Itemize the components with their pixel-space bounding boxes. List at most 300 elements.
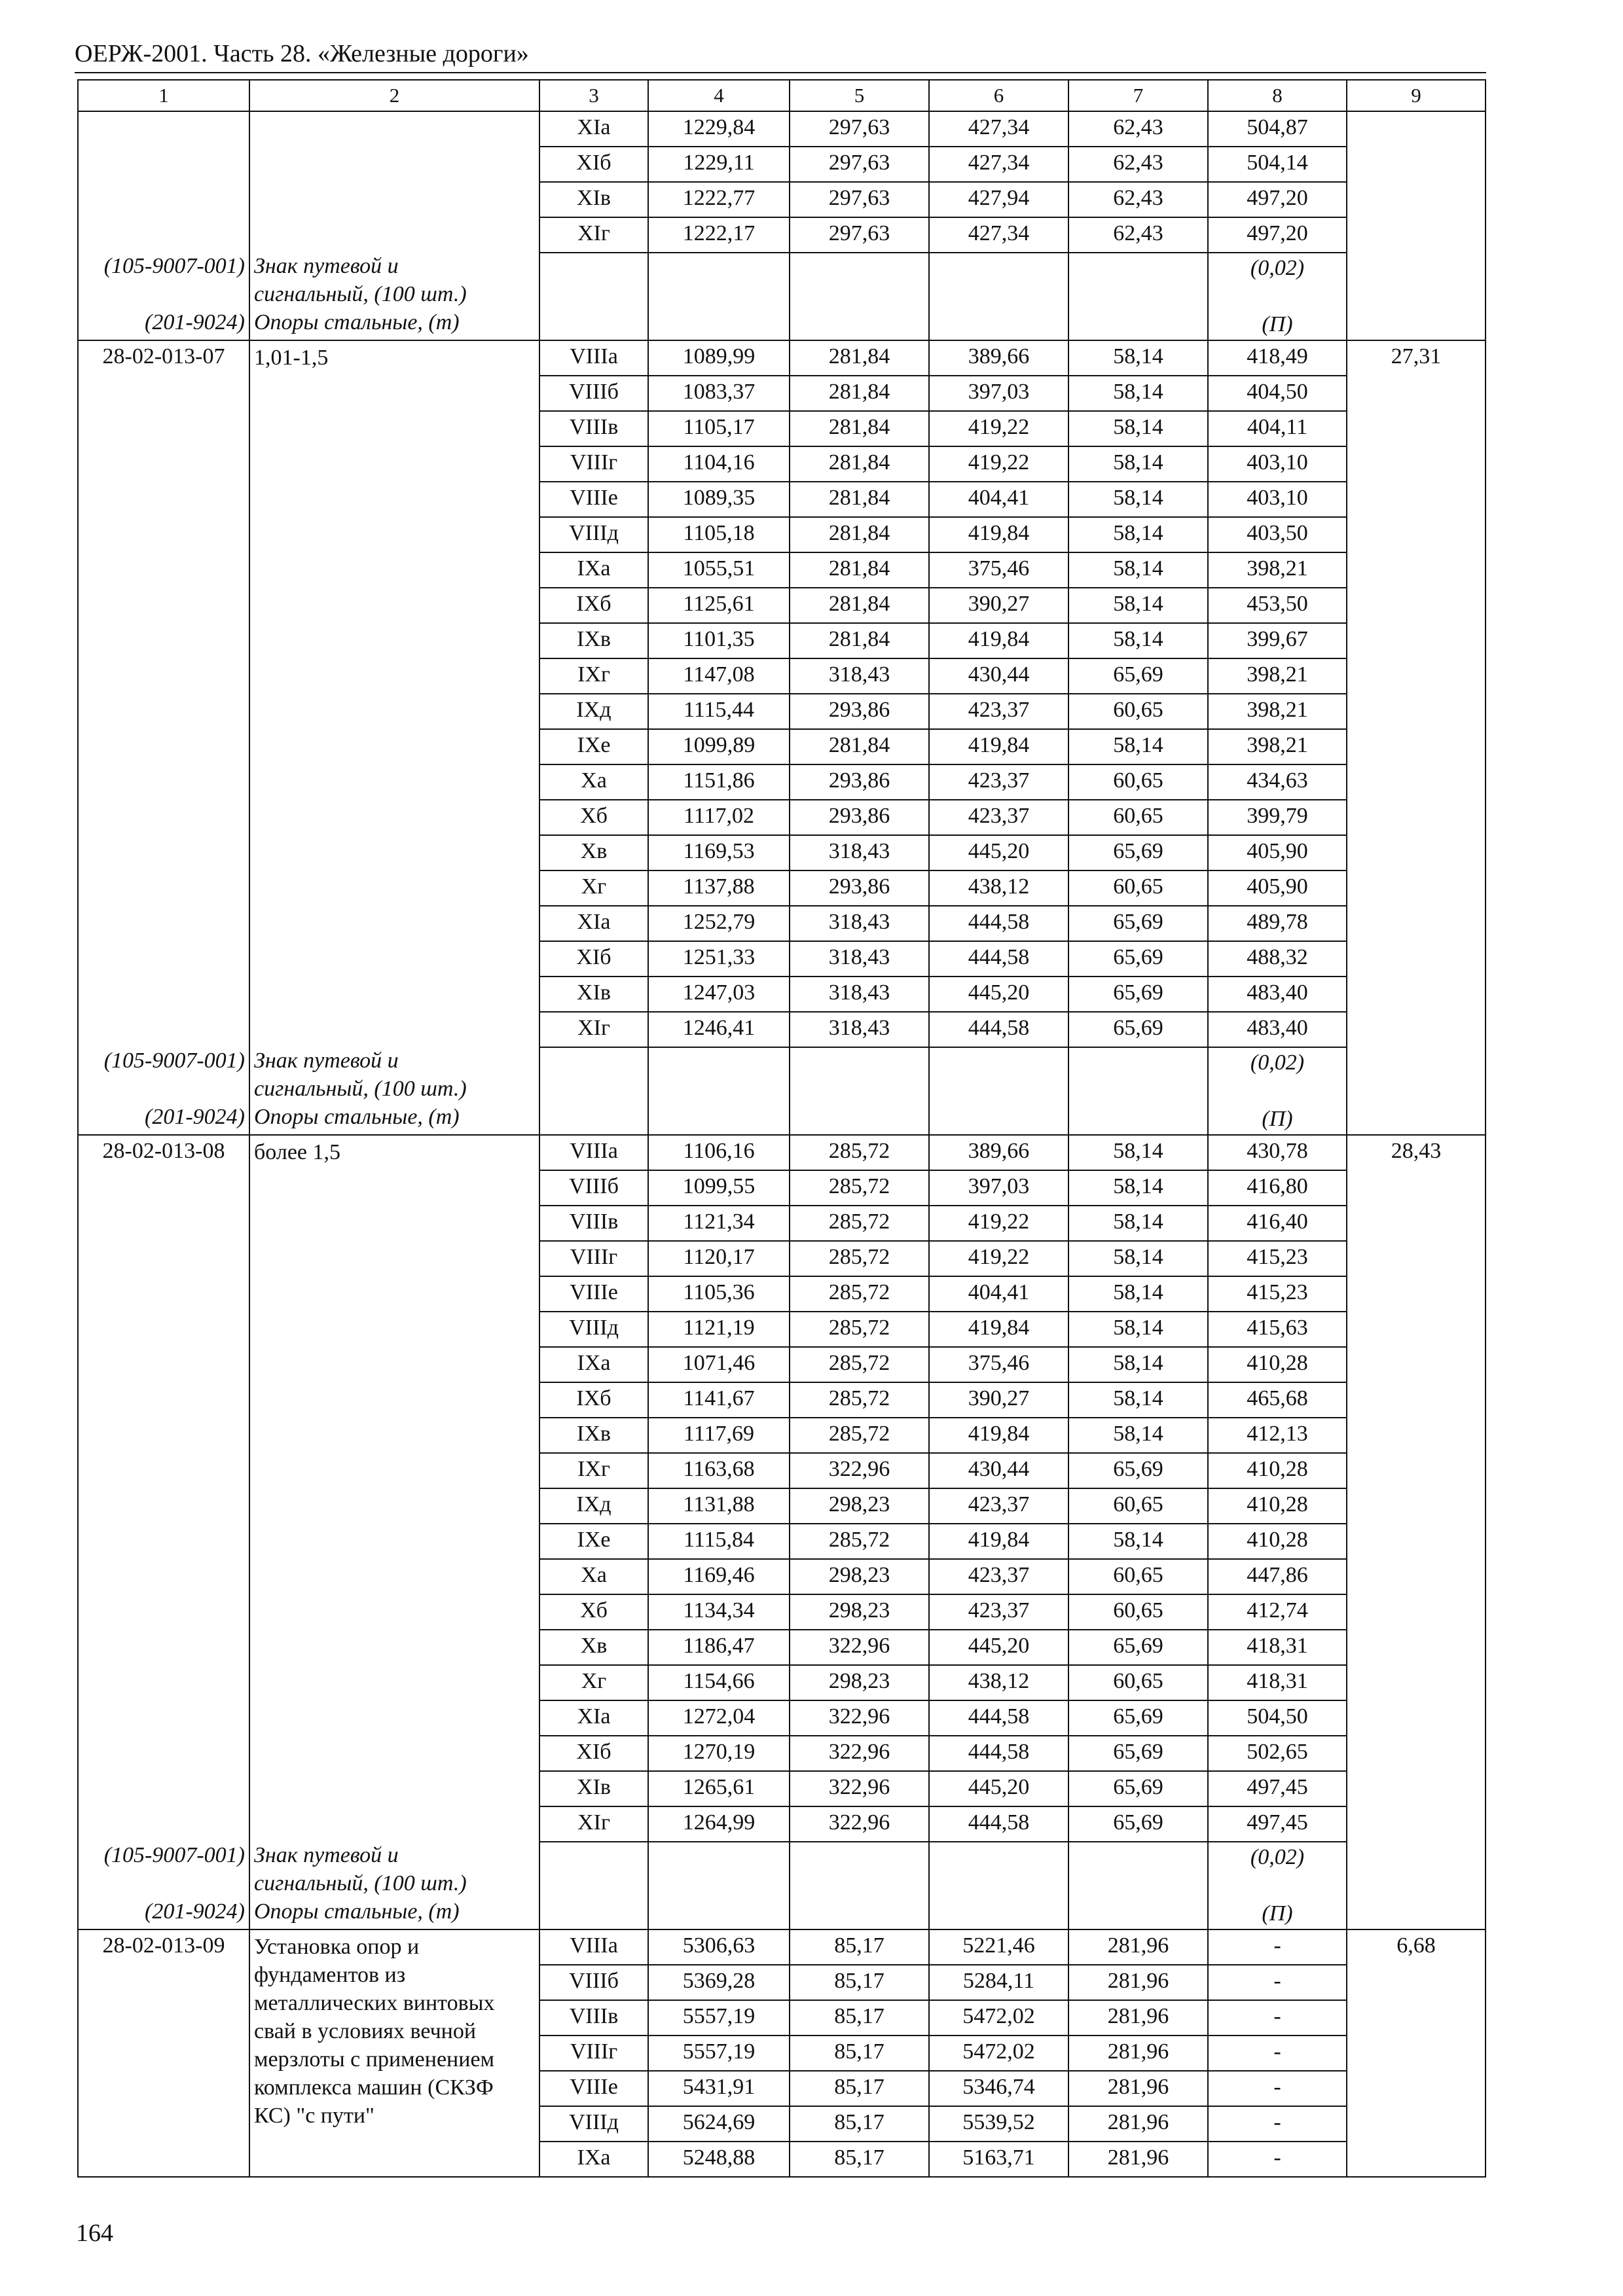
material-code-block xyxy=(82,1841,245,1928)
terrain-category: IXг xyxy=(539,1453,648,1488)
item-code-cell xyxy=(78,1135,249,1929)
materials-cost: 483,40 xyxy=(1208,977,1347,1012)
price-table xyxy=(77,79,1486,2178)
materials-cost: 447,86 xyxy=(1208,1559,1347,1594)
terrain-category: VIIIд xyxy=(539,517,648,552)
labor-wages: 281,84 xyxy=(790,552,929,588)
machinist-wages: 281,96 xyxy=(1068,2000,1208,2036)
total-cost: 1115,84 xyxy=(648,1524,790,1559)
materials-cost: 405,90 xyxy=(1208,835,1347,870)
material-code: (201-9024) xyxy=(145,310,245,334)
empty-cell xyxy=(1068,1047,1208,1104)
terrain-category: IXа xyxy=(539,1347,648,1382)
machine-operation: 423,37 xyxy=(929,800,1068,835)
item-code: 28-02-013-09 xyxy=(102,1933,225,1958)
machine-operation: 445,20 xyxy=(929,1771,1068,1806)
table-header-row xyxy=(78,80,1486,111)
terrain-category: IXа xyxy=(539,2142,648,2177)
machinist-wages: 58,14 xyxy=(1068,1524,1208,1559)
total-cost: 5369,28 xyxy=(648,1965,790,2000)
material-quantity: (0,02) xyxy=(1208,1047,1347,1104)
machine-operation: 427,34 xyxy=(929,217,1068,253)
labor-wages: 318,43 xyxy=(790,1012,929,1047)
terrain-category: XIб xyxy=(539,147,648,182)
materials-cost: 415,23 xyxy=(1208,1276,1347,1312)
machinist-wages: 60,65 xyxy=(1068,870,1208,906)
labor-wages: 318,43 xyxy=(790,906,929,941)
material-name xyxy=(254,252,535,308)
total-cost: 1251,33 xyxy=(648,941,790,977)
total-cost: 1264,99 xyxy=(648,1806,790,1842)
terrain-category: IXг xyxy=(539,658,648,694)
labor-wages: 297,63 xyxy=(790,147,929,182)
terrain-category: XIб xyxy=(539,941,648,977)
materials-cost: - xyxy=(1208,2142,1347,2177)
labor-wages: 85,17 xyxy=(790,1965,929,2000)
terrain-category: VIIIд xyxy=(539,1312,648,1347)
terrain-category: VIIIе xyxy=(539,2071,648,2106)
column-number-4: 4 xyxy=(648,80,790,111)
item-name-line: фундаментов из xyxy=(254,1963,406,1987)
terrain-category: VIIIе xyxy=(539,1276,648,1312)
total-cost: 1134,34 xyxy=(648,1594,790,1630)
total-cost: 5624,69 xyxy=(648,2106,790,2142)
labor-wages: 285,72 xyxy=(790,1524,929,1559)
materials-cost: 398,21 xyxy=(1208,694,1347,729)
total-cost: 1154,66 xyxy=(648,1665,790,1700)
material-name-block xyxy=(254,252,535,338)
material-code: (201-9024) xyxy=(145,1105,245,1129)
materials-cost: - xyxy=(1208,2000,1347,2036)
column-number-1: 1 xyxy=(78,80,249,111)
terrain-category: Xв xyxy=(539,835,648,870)
material-quantity: (П) xyxy=(1208,310,1347,340)
labor-hours xyxy=(1347,111,1486,340)
empty-cell xyxy=(1068,1899,1208,1929)
total-cost: 1247,03 xyxy=(648,977,790,1012)
machinist-wages: 281,96 xyxy=(1068,2106,1208,2142)
labor-wages: 293,86 xyxy=(790,764,929,800)
empty-cell xyxy=(1068,1842,1208,1899)
terrain-category: VIIIб xyxy=(539,1170,648,1206)
machinist-wages: 58,14 xyxy=(1068,1241,1208,1276)
machine-operation: 423,37 xyxy=(929,1594,1068,1630)
labor-wages: 293,86 xyxy=(790,870,929,906)
machinist-wages: 65,69 xyxy=(1068,658,1208,694)
empty-cell xyxy=(929,1047,1068,1104)
terrain-category: XIа xyxy=(539,111,648,147)
machine-operation: 5284,11 xyxy=(929,1965,1068,2000)
machinist-wages: 65,69 xyxy=(1068,1771,1208,1806)
terrain-category: VIIIа xyxy=(539,340,648,376)
total-cost: 1137,88 xyxy=(648,870,790,906)
labor-wages: 85,17 xyxy=(790,2106,929,2142)
materials-cost: 415,23 xyxy=(1208,1241,1347,1276)
machine-operation: 419,84 xyxy=(929,517,1068,552)
materials-cost: 502,65 xyxy=(1208,1736,1347,1771)
labor-wages: 285,72 xyxy=(790,1170,929,1206)
machine-operation: 423,37 xyxy=(929,694,1068,729)
terrain-category: IXа xyxy=(539,552,648,588)
total-cost: 5248,88 xyxy=(648,2142,790,2177)
materials-cost: 403,10 xyxy=(1208,446,1347,482)
labor-wages: 281,84 xyxy=(790,482,929,517)
total-cost: 1115,44 xyxy=(648,694,790,729)
total-cost: 1121,34 xyxy=(648,1206,790,1241)
labor-wages: 285,72 xyxy=(790,1418,929,1453)
machinist-wages: 58,14 xyxy=(1068,340,1208,376)
total-cost: 1089,99 xyxy=(648,340,790,376)
machinist-wages: 65,69 xyxy=(1068,1012,1208,1047)
machine-operation: 419,22 xyxy=(929,446,1068,482)
terrain-category: VIIIв xyxy=(539,1206,648,1241)
machinist-wages: 58,14 xyxy=(1068,1418,1208,1453)
materials-cost: 483,40 xyxy=(1208,1012,1347,1047)
terrain-category: VIIIб xyxy=(539,376,648,411)
material-name-line: Опоры стальные, (т) xyxy=(254,1105,460,1129)
item-name: более 1,5 xyxy=(254,1140,340,1164)
terrain-category: XIг xyxy=(539,1012,648,1047)
labor-wages: 281,84 xyxy=(790,411,929,446)
material-code-block xyxy=(82,252,245,338)
terrain-category: Xа xyxy=(539,1559,648,1594)
total-cost: 1104,16 xyxy=(648,446,790,482)
empty-cell xyxy=(539,253,648,310)
item-code-cell xyxy=(78,111,249,340)
materials-cost: 403,10 xyxy=(1208,482,1347,517)
item-name-line: КС) "с пути" xyxy=(254,2104,374,2128)
machine-operation: 419,84 xyxy=(929,623,1068,658)
machinist-wages: 281,96 xyxy=(1068,1965,1208,2000)
machinist-wages: 58,14 xyxy=(1068,588,1208,623)
total-cost: 1101,35 xyxy=(648,623,790,658)
table-row xyxy=(78,1929,1486,1965)
machine-operation: 419,22 xyxy=(929,411,1068,446)
column-number-8: 8 xyxy=(1208,80,1347,111)
item-name-line: комплекса машин (СКЗФ xyxy=(254,2075,494,2100)
item-name-cell xyxy=(249,111,539,340)
total-cost: 1222,17 xyxy=(648,217,790,253)
terrain-category: VIIIе xyxy=(539,482,648,517)
machinist-wages: 58,14 xyxy=(1068,446,1208,482)
table-row xyxy=(78,340,1486,376)
materials-cost: - xyxy=(1208,2036,1347,2071)
machine-operation: 5472,02 xyxy=(929,2036,1068,2071)
total-cost: 1151,86 xyxy=(648,764,790,800)
labor-wages: 285,72 xyxy=(790,1382,929,1418)
machine-operation: 404,41 xyxy=(929,482,1068,517)
machine-operation: 427,94 xyxy=(929,182,1068,217)
materials-cost: 504,50 xyxy=(1208,1700,1347,1736)
item-code: 28-02-013-08 xyxy=(102,1139,225,1163)
item-code: 28-02-013-07 xyxy=(102,344,225,368)
labor-wages: 322,96 xyxy=(790,1700,929,1736)
total-cost: 1229,11 xyxy=(648,147,790,182)
total-cost: 5306,63 xyxy=(648,1929,790,1965)
materials-cost: 504,14 xyxy=(1208,147,1347,182)
machinist-wages: 65,69 xyxy=(1068,1806,1208,1842)
labor-wages: 322,96 xyxy=(790,1453,929,1488)
labor-wages: 281,84 xyxy=(790,340,929,376)
header-rule xyxy=(75,72,1486,73)
materials-cost: 504,87 xyxy=(1208,111,1347,147)
machinist-wages: 58,14 xyxy=(1068,517,1208,552)
total-cost: 1089,35 xyxy=(648,482,790,517)
total-cost: 1117,02 xyxy=(648,800,790,835)
total-cost: 1147,08 xyxy=(648,658,790,694)
terrain-category: XIв xyxy=(539,182,648,217)
labor-wages: 322,96 xyxy=(790,1806,929,1842)
machine-operation: 5539,52 xyxy=(929,2106,1068,2142)
terrain-category: VIIIд xyxy=(539,2106,648,2142)
machine-operation: 427,34 xyxy=(929,147,1068,182)
terrain-category: IXд xyxy=(539,694,648,729)
empty-cell xyxy=(648,1047,790,1104)
terrain-category: VIIIб xyxy=(539,1965,648,2000)
labor-hours: 6,68 xyxy=(1347,1929,1486,2177)
total-cost: 1120,17 xyxy=(648,1241,790,1276)
labor-wages: 318,43 xyxy=(790,835,929,870)
item-name-cell xyxy=(249,1135,539,1929)
terrain-category: IXб xyxy=(539,1382,648,1418)
materials-cost: 412,13 xyxy=(1208,1418,1347,1453)
labor-wages: 322,96 xyxy=(790,1736,929,1771)
materials-cost: - xyxy=(1208,2106,1347,2142)
total-cost: 1270,19 xyxy=(648,1736,790,1771)
labor-wages: 281,84 xyxy=(790,446,929,482)
materials-cost: 399,79 xyxy=(1208,800,1347,835)
labor-wages: 322,96 xyxy=(790,1771,929,1806)
labor-wages: 285,72 xyxy=(790,1312,929,1347)
machinist-wages: 60,65 xyxy=(1068,1665,1208,1700)
materials-cost: 410,28 xyxy=(1208,1453,1347,1488)
column-number-6: 6 xyxy=(929,80,1068,111)
terrain-category: XIг xyxy=(539,1806,648,1842)
item-name-line: свай в условиях вечной xyxy=(254,2019,477,2043)
materials-cost: 430,78 xyxy=(1208,1135,1347,1170)
material-name-line: Знак путевой и xyxy=(254,254,399,278)
machinist-wages: 60,65 xyxy=(1068,1559,1208,1594)
machine-operation: 444,58 xyxy=(929,906,1068,941)
machinist-wages: 62,43 xyxy=(1068,147,1208,182)
machine-operation: 419,22 xyxy=(929,1241,1068,1276)
empty-cell xyxy=(929,1899,1068,1929)
total-cost: 1125,61 xyxy=(648,588,790,623)
item-name: 1,01-1,5 xyxy=(254,346,329,370)
materials-cost: 418,49 xyxy=(1208,340,1347,376)
machinist-wages: 60,65 xyxy=(1068,1488,1208,1524)
machine-operation: 444,58 xyxy=(929,1700,1068,1736)
labor-wages: 281,84 xyxy=(790,376,929,411)
empty-cell xyxy=(790,1104,929,1135)
machine-operation: 375,46 xyxy=(929,552,1068,588)
terrain-category: IXе xyxy=(539,1524,648,1559)
labor-wages: 298,23 xyxy=(790,1559,929,1594)
machinist-wages: 281,96 xyxy=(1068,2142,1208,2177)
material-code: (201-9024) xyxy=(145,1899,245,1924)
materials-cost: 404,11 xyxy=(1208,411,1347,446)
material-quantity: (0,02) xyxy=(1208,1842,1347,1899)
terrain-category: VIIIа xyxy=(539,1135,648,1170)
materials-cost: 465,68 xyxy=(1208,1382,1347,1418)
empty-cell xyxy=(648,253,790,310)
labor-wages: 298,23 xyxy=(790,1594,929,1630)
labor-wages: 293,86 xyxy=(790,694,929,729)
machine-operation: 419,84 xyxy=(929,1524,1068,1559)
machinist-wages: 58,14 xyxy=(1068,1347,1208,1382)
machinist-wages: 65,69 xyxy=(1068,941,1208,977)
empty-cell xyxy=(1068,310,1208,340)
terrain-category: IXе xyxy=(539,729,648,764)
machinist-wages: 58,14 xyxy=(1068,376,1208,411)
labor-wages: 85,17 xyxy=(790,2071,929,2106)
labor-wages: 293,86 xyxy=(790,800,929,835)
column-number-2: 2 xyxy=(249,80,539,111)
terrain-category: XIв xyxy=(539,977,648,1012)
terrain-category: IXб xyxy=(539,588,648,623)
empty-cell xyxy=(648,1104,790,1135)
terrain-category: VIIIв xyxy=(539,411,648,446)
total-cost: 1131,88 xyxy=(648,1488,790,1524)
empty-cell xyxy=(648,1842,790,1899)
materials-cost: 410,28 xyxy=(1208,1488,1347,1524)
labor-wages: 281,84 xyxy=(790,729,929,764)
machinist-wages: 65,69 xyxy=(1068,1630,1208,1665)
materials-cost: 410,28 xyxy=(1208,1347,1347,1382)
material-name-line: Опоры стальные, (т) xyxy=(254,1899,460,1924)
machinist-wages: 62,43 xyxy=(1068,217,1208,253)
machine-operation: 5472,02 xyxy=(929,2000,1068,2036)
materials-cost: - xyxy=(1208,1965,1347,2000)
total-cost: 1105,18 xyxy=(648,517,790,552)
terrain-category: VIIIа xyxy=(539,1929,648,1965)
total-cost: 5557,19 xyxy=(648,2000,790,2036)
total-cost: 1169,46 xyxy=(648,1559,790,1594)
labor-wages: 285,72 xyxy=(790,1135,929,1170)
empty-cell xyxy=(539,1104,648,1135)
labor-wages: 85,17 xyxy=(790,2000,929,2036)
material-name-block xyxy=(254,1841,535,1928)
table-row xyxy=(78,111,1486,147)
terrain-category: Xв xyxy=(539,1630,648,1665)
empty-cell xyxy=(790,310,929,340)
material-name xyxy=(254,1897,535,1928)
machinist-wages: 58,14 xyxy=(1068,1135,1208,1170)
machine-operation: 5221,46 xyxy=(929,1929,1068,1965)
terrain-category: VIIIв xyxy=(539,2000,648,2036)
empty-cell xyxy=(790,253,929,310)
machine-operation: 444,58 xyxy=(929,1012,1068,1047)
machine-operation: 430,44 xyxy=(929,658,1068,694)
total-cost: 1265,61 xyxy=(648,1771,790,1806)
materials-cost: 398,21 xyxy=(1208,729,1347,764)
terrain-category: IXд xyxy=(539,1488,648,1524)
material-code: (105-9007-001) xyxy=(103,1843,245,1867)
machine-operation: 5163,71 xyxy=(929,2142,1068,2177)
materials-cost: 398,21 xyxy=(1208,658,1347,694)
materials-cost: 405,90 xyxy=(1208,870,1347,906)
machine-operation: 444,58 xyxy=(929,1806,1068,1842)
terrain-category: XIг xyxy=(539,217,648,253)
material-name-line: Знак путевой и xyxy=(254,1843,399,1867)
labor-wages: 297,63 xyxy=(790,217,929,253)
total-cost: 1055,51 xyxy=(648,552,790,588)
labor-wages: 318,43 xyxy=(790,977,929,1012)
machinist-wages: 62,43 xyxy=(1068,182,1208,217)
machine-operation: 389,66 xyxy=(929,1135,1068,1170)
materials-cost: 415,63 xyxy=(1208,1312,1347,1347)
labor-wages: 281,84 xyxy=(790,517,929,552)
empty-cell xyxy=(929,1104,1068,1135)
terrain-category: Xа xyxy=(539,764,648,800)
total-cost: 1105,36 xyxy=(648,1276,790,1312)
machinist-wages: 58,14 xyxy=(1068,1276,1208,1312)
labor-wages: 322,96 xyxy=(790,1630,929,1665)
column-number-9: 9 xyxy=(1347,80,1486,111)
item-name-cell xyxy=(249,1929,539,2177)
terrain-category: XIа xyxy=(539,1700,648,1736)
total-cost: 5557,19 xyxy=(648,2036,790,2071)
material-quantity: (П) xyxy=(1208,1899,1347,1929)
machine-operation: 445,20 xyxy=(929,835,1068,870)
machine-operation: 427,34 xyxy=(929,111,1068,147)
column-number-5: 5 xyxy=(790,80,929,111)
material-name-line: сигнальный, (100 шт.) xyxy=(254,1871,467,1895)
machine-operation: 444,58 xyxy=(929,1736,1068,1771)
materials-cost: 416,40 xyxy=(1208,1206,1347,1241)
total-cost: 1246,41 xyxy=(648,1012,790,1047)
total-cost: 1099,89 xyxy=(648,729,790,764)
empty-cell xyxy=(539,310,648,340)
machinist-wages: 62,43 xyxy=(1068,111,1208,147)
terrain-category: IXв xyxy=(539,1418,648,1453)
machinist-wages: 58,14 xyxy=(1068,623,1208,658)
empty-cell xyxy=(539,1899,648,1929)
machinist-wages: 281,96 xyxy=(1068,1929,1208,1965)
total-cost: 1071,46 xyxy=(648,1347,790,1382)
material-quantity: (П) xyxy=(1208,1104,1347,1135)
labor-hours: 27,31 xyxy=(1347,340,1486,1135)
material-quantity: (0,02) xyxy=(1208,253,1347,310)
empty-cell xyxy=(790,1047,929,1104)
empty-cell xyxy=(790,1899,929,1929)
total-cost: 1106,16 xyxy=(648,1135,790,1170)
labor-wages: 281,84 xyxy=(790,623,929,658)
materials-cost: 410,28 xyxy=(1208,1524,1347,1559)
labor-wages: 85,17 xyxy=(790,2036,929,2071)
terrain-category: IXв xyxy=(539,623,648,658)
materials-cost: 399,67 xyxy=(1208,623,1347,658)
machinist-wages: 60,65 xyxy=(1068,764,1208,800)
machinist-wages: 58,14 xyxy=(1068,1312,1208,1347)
machine-operation: 397,03 xyxy=(929,1170,1068,1206)
terrain-category: XIа xyxy=(539,906,648,941)
labor-wages: 281,84 xyxy=(790,588,929,623)
machine-operation: 389,66 xyxy=(929,340,1068,376)
machine-operation: 397,03 xyxy=(929,376,1068,411)
machinist-wages: 58,14 xyxy=(1068,1206,1208,1241)
empty-cell xyxy=(929,310,1068,340)
materials-cost: 497,45 xyxy=(1208,1806,1347,1842)
labor-wages: 298,23 xyxy=(790,1665,929,1700)
machinist-wages: 65,69 xyxy=(1068,977,1208,1012)
empty-cell xyxy=(539,1047,648,1104)
column-number-7: 7 xyxy=(1068,80,1208,111)
machine-operation: 445,20 xyxy=(929,977,1068,1012)
machinist-wages: 58,14 xyxy=(1068,1170,1208,1206)
empty-cell xyxy=(648,1899,790,1929)
machinist-wages: 65,69 xyxy=(1068,1700,1208,1736)
